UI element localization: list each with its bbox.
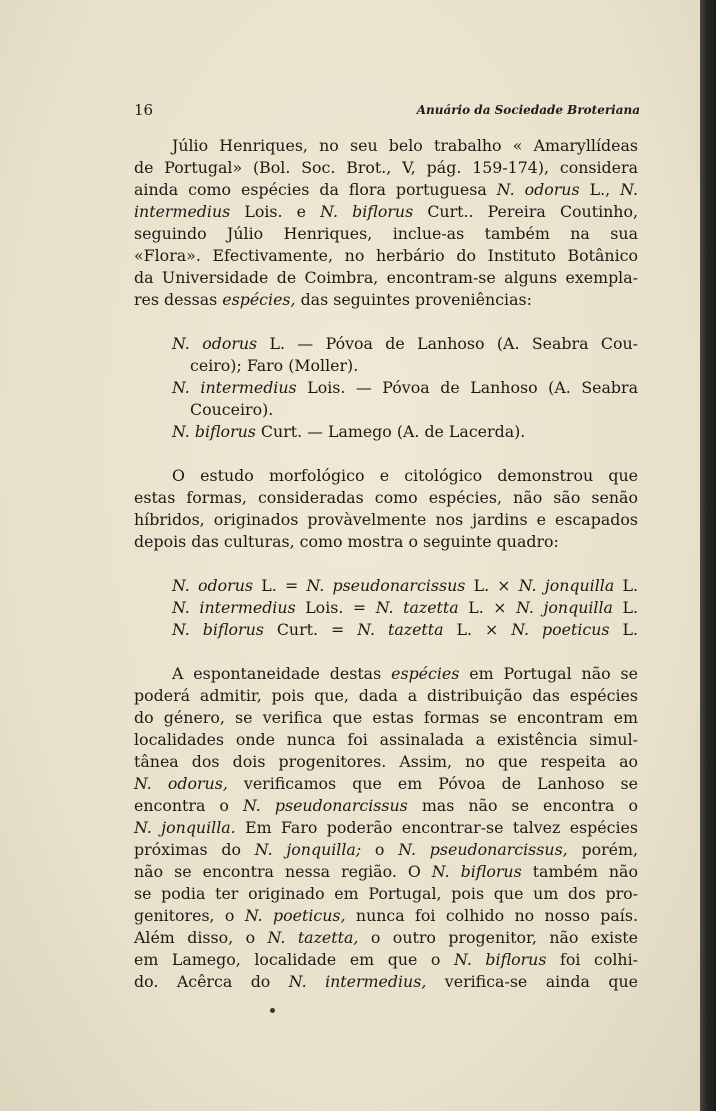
text-line: ainda como espécies da flora portuguesa N. odorus L., N. [134,180,638,199]
text-line: Júlio Henriques, no seu belo trabalho « Amaryllídeas [172,136,638,155]
text-line: de Portugal» (Bol. Soc. Brot., V, pág. 159-174), considera [134,158,638,177]
text-line: «Flora». Efectivamente, no herbário do Instituto Botânico [134,246,638,265]
text-line: res dessas espécies, das seguintes proveniências: [134,290,532,309]
text-line: híbridos, originados provàvelmente nos jardins e escapados [134,510,638,529]
specimen-entry-cont: Couceiro). [190,400,274,419]
text-line: próximas do N. jonquilla; o N. pseudonarcissus, porém, [134,840,638,859]
text-line: em Lamego, localidade em que o N. biflorus foi colhi- [134,950,638,969]
text-line: intermedius Lois. e N. biflorus Curt.. Pereira Coutinho, [134,202,639,221]
text-line: seguindo Júlio Henriques, inclue-as também na sua [134,224,638,243]
specimen-entry-cont: ceiro); Faro (Moller). [190,356,359,375]
text-line: se podia ter originado em Portugal, pois que um dos pro- [134,884,638,903]
book-spine-shadow [700,0,716,1111]
text-line: do. Acêrca do N. intermedius, verifica-se ainda que [134,972,638,991]
text-line: do género, se verifica que estas formas se encontram em [134,708,638,727]
text-line: poderá admitir, pois que, dada a distribuição das espécies [134,686,638,705]
text-line: localidades onde nunca foi assinalada a existência simul- [134,730,638,749]
text-line: encontra o N. pseudonarcissus mas não se encontra o [134,796,638,815]
text-line: não se encontra nessa região. O N. biflorus também não [134,862,638,881]
hybrid-formula: N. biflorus Curt. = N. tazetta L. × N. poeticus L. [172,620,639,639]
text-line: estas formas, consideradas como espécies, não são senão [134,488,638,507]
running-head [134,101,640,121]
text-line: Além disso, o N. tazetta, o outro progenitor, não existe [134,928,638,947]
text-line: tânea dos dois progenitores. Assim, no que respeita ao [134,752,638,771]
text-line: genitores, o N. poeticus, nunca foi colhido no nosso país. [134,906,638,925]
text-line: N. odorus, verificamos que em Póvoa de Lanhoso se [134,774,638,793]
journal-title: Anuário da Sociedade Broteriana [416,103,640,117]
text-line: A espontaneidade destas espécies em Portugal não se [172,664,638,683]
hybrid-formula: N. intermedius Lois. = N. tazetta L. × N. jonquilla L. [172,598,639,617]
page-number: 16 [134,101,154,119]
specimen-entry: N. biflorus Curt. — Lamego (A. de Lacerda). [172,422,526,441]
specimen-entry: N. odorus L. — Póvoa de Lanhoso (A. Seabra Cou- [172,334,638,353]
text-line: da Universidade de Coimbra, encontram-se alguns exempla- [134,268,638,287]
specimen-entry: N. intermedius Lois. — Póvoa de Lanhoso (A. Seabra [172,378,638,397]
ink-dot [270,1008,275,1013]
text-line: N. jonquilla. Em Faro poderão encontrar-se talvez espécies [134,818,638,837]
hybrid-formula: N. odorus L. = N. pseudonarcissus L. × N. jonquilla L. [172,576,638,595]
text-line: depois das culturas, como mostra o seguinte quadro: [134,532,559,551]
text-line: O estudo morfológico e citológico demonstrou que [172,466,638,485]
